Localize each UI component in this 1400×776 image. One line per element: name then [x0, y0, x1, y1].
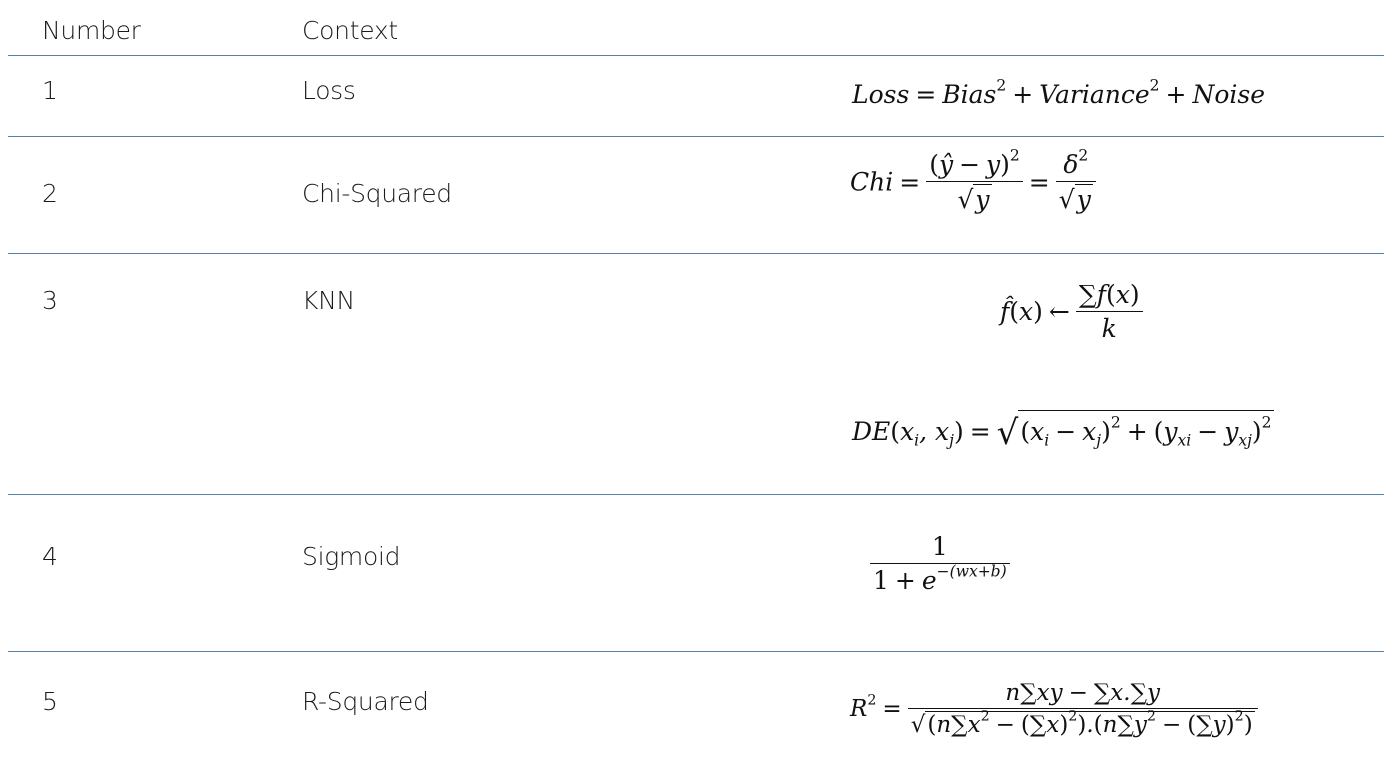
row-1-context: Loss [302, 76, 356, 105]
row-2-formula: Chi = $\frac{(ŷ - y)^2}{√y}$ = $\frac{\delta^2}{√y}$ [850, 150, 1096, 214]
row-2-number: 2 [42, 179, 58, 208]
row-4-formula: $\frac{1}{1 + e^{-(wx+b)}}$ [870, 532, 1010, 595]
divider [8, 651, 1384, 652]
divider [8, 253, 1384, 254]
row-1-formula: Loss = Bias$^2$ + Variance$^2$ + Noise [852, 76, 1265, 109]
row-3-formula-knn: f̂(x) ← $\frac{\sum f(x)}{k}$ [1000, 280, 1143, 343]
row-5-number: 5 [42, 687, 58, 716]
divider [8, 494, 1384, 495]
row-1-number: 1 [42, 76, 58, 105]
header-context: Context [302, 16, 398, 45]
row-5-formula: $R^2$ = $\frac{n\sum xy - \sum x.\sum y}{√(n\sum x^2 - (\sum x)^2).(n\sum y^2 - (\sum y)^2)}$ [850, 680, 1258, 738]
row-2-context: Chi-Squared [302, 179, 452, 208]
row-3-formula-distance: $DE(x_i$, $x_j) = √(x_i - x_j)^2 + (y_{xi} - y_{xj})^2$ [852, 410, 1274, 453]
row-3-number: 3 [42, 286, 58, 315]
divider [8, 55, 1384, 56]
row-3-context: KNN [302, 286, 355, 315]
row-4-context: Sigmoid [302, 542, 401, 571]
divider [8, 136, 1384, 137]
header-number: Number [42, 16, 141, 45]
row-5-context: R-Squared [302, 687, 429, 716]
row-4-number: 4 [42, 542, 58, 571]
